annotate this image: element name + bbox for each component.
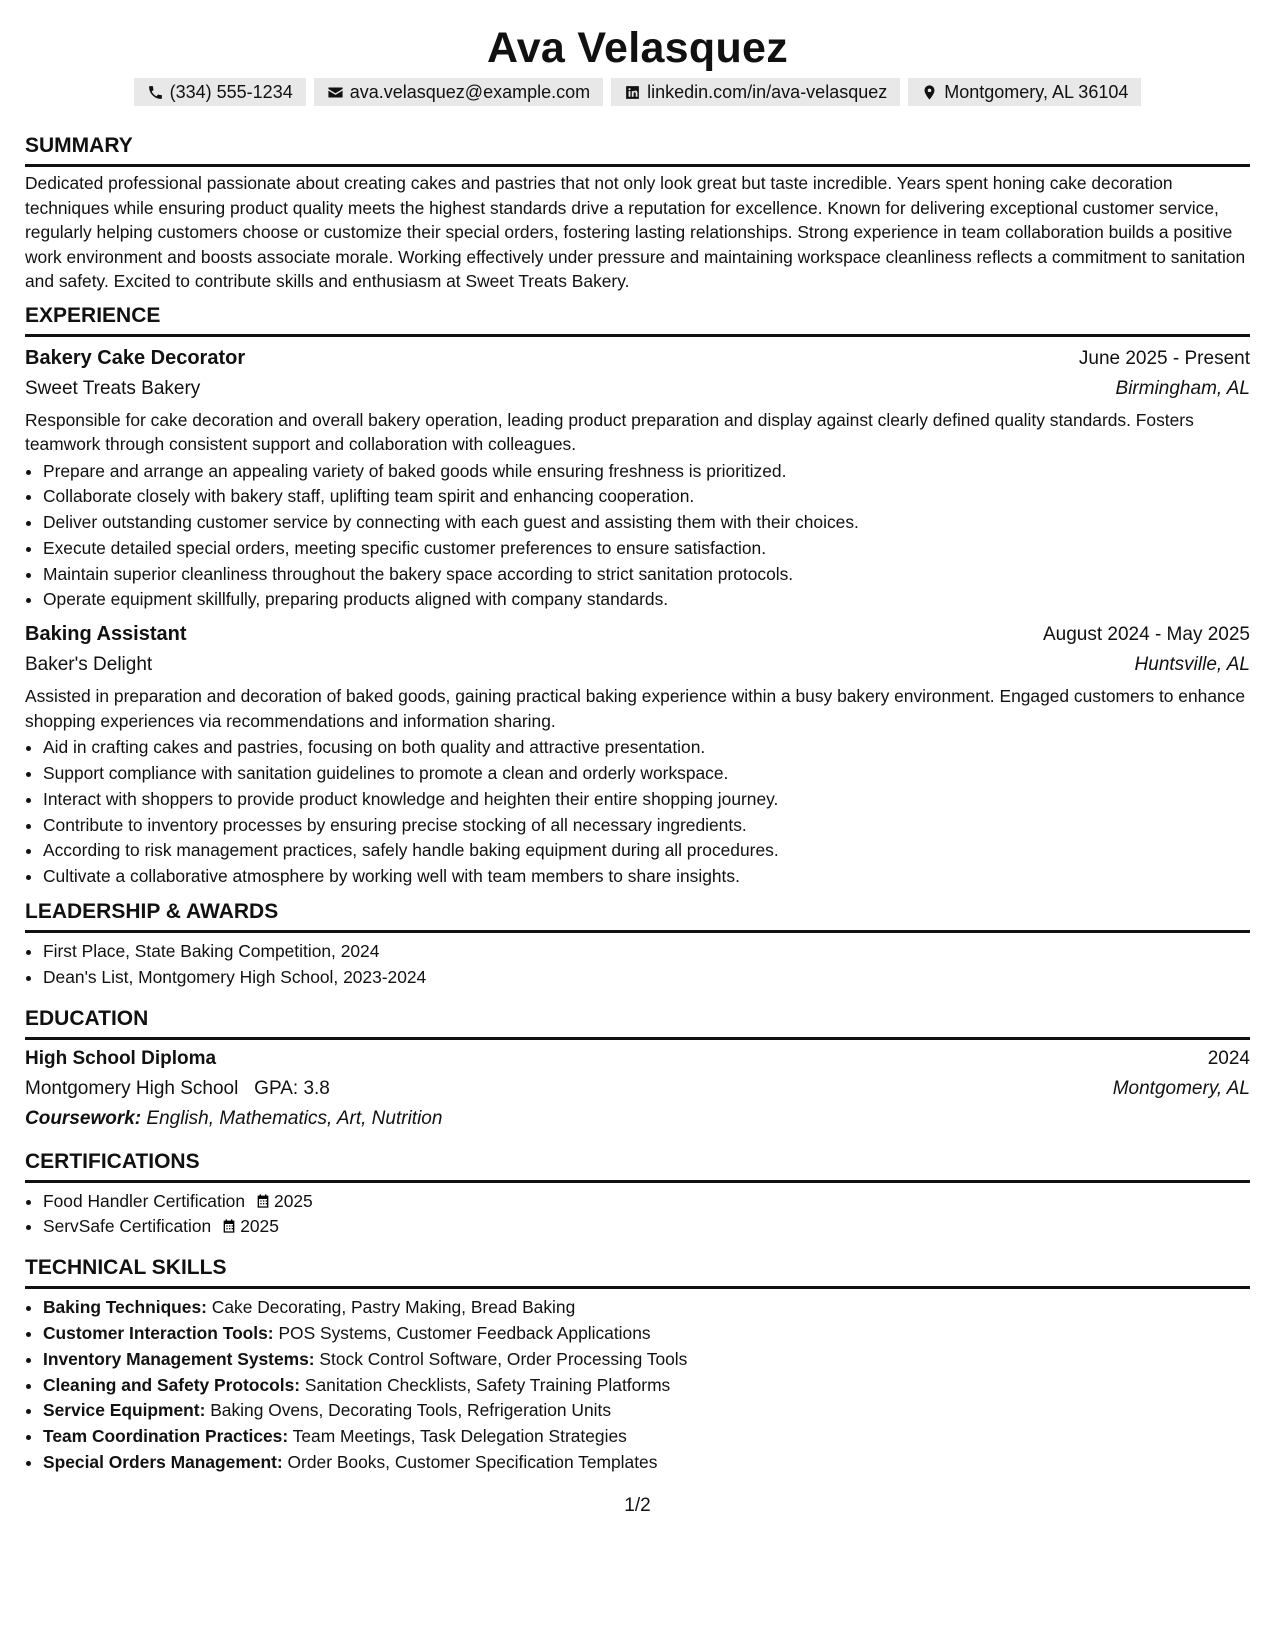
certification-name: Food Handler Certification — [43, 1190, 246, 1211]
certification-year: 2025 — [274, 1190, 313, 1211]
page-number: 1/2 — [624, 1495, 651, 1516]
job-bullet: • Deliver outstanding customer service by connecting with each guest and assisting them with their choices. — [43, 510, 1250, 536]
job-title: Baking Assistant — [25, 623, 187, 646]
degree: High School Diploma — [25, 1047, 217, 1069]
leadership-section — [25, 898, 1250, 991]
job-dates: August 2024 - May 2025 — [1042, 624, 1250, 646]
job-description: Assisted in preparation and decoration of baked goods, gaining practical baking experience within a busy bakery environment. Engaged customers to enhance shopping experiences via recommendations and information sharing. — [25, 686, 1246, 731]
job-bullets — [25, 735, 1250, 890]
job-dates: June 2025 - Present — [1078, 347, 1250, 369]
job-bullet: • Support compliance with sanitation guidelines to promote a clean and orderly workspace. — [43, 761, 1250, 787]
skill-item — [43, 1424, 1250, 1450]
certification-year: 2025 — [240, 1216, 279, 1237]
job-bullet: • Maintain superior cleanliness throughout the bakery space according to strict sanitation protocols. — [43, 562, 1250, 588]
job-location: Huntsville, AL — [1134, 654, 1250, 676]
coursework-list: English, Mathematics, Art, Nutrition — [146, 1107, 443, 1129]
school-line — [25, 1074, 330, 1103]
skill-value: POS Systems, Customer Feedback Applications — [278, 1323, 651, 1344]
email-icon — [327, 84, 344, 101]
skill-category: Team Coordination Practices: — [43, 1426, 289, 1447]
skill-item — [43, 1373, 1250, 1399]
contact-location — [908, 78, 1141, 106]
job-bullet: • Aid in crafting cakes and pastries, focusing on both quality and attractive presentation. — [43, 735, 1250, 761]
education-heading: EDUCATION — [25, 1005, 1250, 1040]
job-bullet: • Interact with shoppers to provide product knowledge and heighten their entire shopping journey. — [43, 787, 1250, 813]
certification-name: ServSafe Certification — [43, 1216, 212, 1237]
contact-email[interactable] — [314, 78, 603, 106]
job-bullet: • According to risk management practices, safely handle baking equipment during all procedures. — [43, 838, 1250, 864]
job-bullet: • Cultivate a collaborative atmosphere by working well with team members to share insights. — [43, 864, 1250, 890]
coursework-label: Coursework: — [25, 1107, 142, 1129]
skill-value: Team Meetings, Task Delegation Strategies — [292, 1426, 627, 1447]
job-company: Baker's Delight — [25, 654, 153, 676]
skills-list — [25, 1295, 1250, 1476]
location-pin-icon — [921, 84, 938, 101]
skill-item — [43, 1295, 1250, 1321]
leadership-heading: LEADERSHIP & AWARDS — [25, 898, 1250, 933]
leadership-list — [25, 939, 1250, 991]
school-location: Montgomery, AL — [1112, 1077, 1250, 1099]
gpa: GPA: 3.8 — [254, 1077, 330, 1099]
skill-category: Inventory Management Systems: — [43, 1348, 315, 1369]
certifications-section — [25, 1148, 1250, 1241]
experience-section — [25, 302, 1250, 891]
summary-heading: SUMMARY — [25, 132, 1250, 167]
award-item: • First Place, State Baking Competition, 2024 — [43, 939, 1250, 965]
job-title: Bakery Cake Decorator — [25, 346, 246, 369]
summary-text: Dedicated professional passionate about creating cakes and pastries that not only look great but taste incredible. Years spent honing cake decoration techniques while ensuring product quality meets the highest standards drive a reputation for excellence. Known for delivering exceptional customer service, regularly helping customers choose or customize their special orders, fostering lasting relationships. Strong experience in team collaboration builds a positive work environment and boosts associate morale. Working effectively under pressure and maintaining workspace cleanliness reflects a commitment to sanitation and safety. Excited to contribute skills and enthusiasm at Sweet Treats Bakery. — [25, 173, 1246, 291]
skill-value: Sanitation Checklists, Safety Training Platforms — [304, 1374, 671, 1395]
linkedin-icon — [624, 84, 641, 101]
contact-bar — [25, 78, 1250, 106]
job-description: Responsible for cake decoration and overall bakery operation, leading product preparation and display against clearly defined quality standards. Fosters teamwork through consistent support and collaboration with colleagues. — [25, 409, 1194, 454]
skill-category: Service Equipment: — [43, 1400, 206, 1421]
graduation-year: 2024 — [1207, 1047, 1250, 1069]
certification-item — [43, 1189, 1250, 1215]
job-entry — [25, 343, 1250, 614]
skill-value: Stock Control Software, Order Processing Tools — [319, 1348, 688, 1369]
skill-category: Cleaning and Safety Protocols: — [43, 1374, 301, 1395]
job-bullet: • Collaborate closely with bakery staff, uplifting team spirit and enhancing cooperation. — [43, 484, 1250, 510]
coursework — [25, 1104, 1250, 1134]
skill-category: Baking Techniques: — [43, 1297, 207, 1318]
job-bullets — [25, 459, 1250, 614]
contact-linkedin[interactable] — [611, 78, 900, 106]
job-company: Sweet Treats Bakery — [25, 377, 201, 399]
contact-phone[interactable] — [134, 78, 306, 106]
calendar-icon — [221, 1218, 237, 1234]
school-name: Montgomery High School — [25, 1077, 239, 1099]
skill-category: Customer Interaction Tools: — [43, 1323, 274, 1344]
phone-text: (334) 555-1234 — [169, 81, 293, 102]
candidate-name: Ava Velasquez — [486, 24, 789, 72]
skill-item — [43, 1398, 1250, 1424]
skill-value: Cake Decorating, Pastry Making, Bread Baking — [211, 1297, 576, 1318]
job-bullet: • Prepare and arrange an appealing variety of baked goods while ensuring freshness is prioritized. — [43, 459, 1250, 485]
certification-item — [43, 1214, 1250, 1240]
job-bullet: • Execute detailed special orders, meeting specific customer preferences to ensure satisfaction. — [43, 536, 1250, 562]
location-text: Montgomery, AL 36104 — [944, 81, 1129, 102]
skill-item — [43, 1347, 1250, 1373]
job-location: Birmingham, AL — [1115, 377, 1250, 399]
job-entry — [25, 619, 1250, 890]
skill-item — [43, 1321, 1250, 1347]
skill-value: Order Books, Customer Specification Templates — [287, 1452, 658, 1473]
job-bullet: • Contribute to inventory processes by ensuring precise stocking of all necessary ingredients. — [43, 813, 1250, 839]
skill-category: Special Orders Management: — [43, 1452, 283, 1473]
calendar-icon — [255, 1193, 271, 1209]
award-item: • Dean's List, Montgomery High School, 2023-2024 — [43, 965, 1250, 991]
skill-value: Baking Ovens, Decorating Tools, Refrigeration Units — [210, 1400, 612, 1421]
certifications-heading: CERTIFICATIONS — [25, 1148, 1250, 1183]
experience-heading: EXPERIENCE — [25, 302, 1250, 337]
phone-icon — [147, 84, 164, 101]
linkedin-text: linkedin.com/in/ava-velasquez — [647, 81, 888, 102]
certifications-list — [25, 1189, 1250, 1241]
education-section — [25, 1005, 1250, 1134]
skills-section — [25, 1254, 1250, 1476]
skill-item — [43, 1450, 1250, 1476]
resume-page — [25, 20, 1250, 1476]
email-text: ava.velasquez@example.com — [349, 81, 591, 102]
skills-heading: TECHNICAL SKILLS — [25, 1254, 1250, 1289]
job-bullet: • Operate equipment skillfully, preparing products aligned with company standards. — [43, 587, 1250, 613]
